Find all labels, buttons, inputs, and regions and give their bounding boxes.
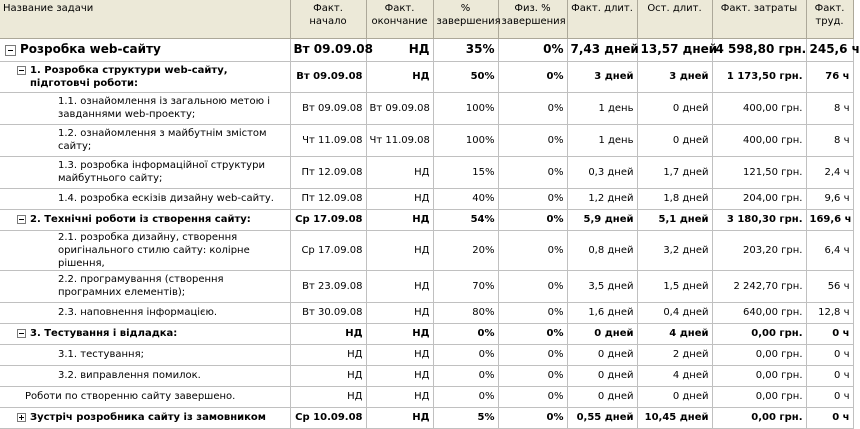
- physical-percent-cell[interactable]: 0%: [498, 38, 567, 61]
- actual-cost-cell[interactable]: 0,00 грн.: [712, 344, 806, 365]
- actual-start-cell[interactable]: Вт 09.09.08: [290, 92, 366, 124]
- table-row[interactable]: [0, 124, 853, 156]
- col-header-actual-cost[interactable]: Факт. затраты: [712, 0, 806, 38]
- percent-complete-cell[interactable]: 0%: [433, 365, 498, 386]
- actual-duration-cell[interactable]: 1 день: [567, 92, 637, 124]
- percent-complete-cell[interactable]: 5%: [433, 407, 498, 428]
- remaining-duration-cell[interactable]: 1,8 дней: [637, 188, 712, 209]
- actual-cost-cell[interactable]: 3 180,30 грн.: [712, 209, 806, 230]
- task-name: 2.3. наповнення інформацією.: [58, 307, 218, 318]
- physical-percent-cell[interactable]: 0%: [498, 124, 567, 156]
- actual-start-cell[interactable]: НД: [290, 323, 366, 344]
- percent-complete-cell[interactable]: 100%: [433, 92, 498, 124]
- actual-finish-cell[interactable]: НД: [366, 365, 433, 386]
- actual-finish-cell[interactable]: НД: [366, 61, 433, 92]
- remaining-duration-cell[interactable]: 0 дней: [637, 92, 712, 124]
- physical-percent-cell[interactable]: 0%: [498, 92, 567, 124]
- table-row-summary[interactable]: [0, 61, 853, 92]
- table-row-summary-project[interactable]: [0, 38, 853, 61]
- actual-work-cell[interactable]: 76 ч: [806, 61, 853, 92]
- actual-finish-cell[interactable]: НД: [366, 156, 433, 188]
- remaining-duration-cell[interactable]: 4 дней: [637, 323, 712, 344]
- table-row[interactable]: [0, 230, 853, 270]
- task-name: 1.1. ознайомлення із загальною метою і завданнями web-проекту;: [58, 96, 270, 120]
- actual-start-cell[interactable]: Пт 12.09.08: [290, 156, 366, 188]
- task-name: 3.1. тестування;: [58, 349, 144, 360]
- actual-duration-cell[interactable]: 0 дней: [567, 386, 637, 407]
- task-name-cell[interactable]: [0, 270, 290, 302]
- actual-work-cell[interactable]: 6,4 ч: [806, 230, 853, 270]
- table-row[interactable]: [0, 386, 853, 407]
- actual-duration-cell[interactable]: 5,9 дней: [567, 209, 637, 230]
- physical-percent-cell[interactable]: 0%: [498, 365, 567, 386]
- collapse-icon[interactable]: [17, 215, 26, 224]
- actual-cost-cell[interactable]: 1 173,50 грн.: [712, 61, 806, 92]
- percent-complete-cell[interactable]: 20%: [433, 230, 498, 270]
- task-name: 1.3. розробка інформаційної структури майбутнього сайту;: [58, 160, 265, 184]
- table-row[interactable]: [0, 156, 853, 188]
- table-row[interactable]: [0, 302, 853, 323]
- percent-complete-cell[interactable]: 80%: [433, 302, 498, 323]
- actual-duration-cell[interactable]: 1 день: [567, 124, 637, 156]
- actual-start-cell[interactable]: Чт 11.09.08: [290, 124, 366, 156]
- actual-duration-cell[interactable]: 3,5 дней: [567, 270, 637, 302]
- percent-complete-cell[interactable]: 0%: [433, 323, 498, 344]
- actual-work-cell[interactable]: 8 ч: [806, 124, 853, 156]
- task-name: 3.2. виправлення помилок.: [58, 370, 201, 381]
- table-row-summary[interactable]: [0, 323, 853, 344]
- actual-cost-cell[interactable]: 400,00 грн.: [712, 124, 806, 156]
- actual-cost-cell[interactable]: 400,00 грн.: [712, 92, 806, 124]
- task-name-cell[interactable]: [0, 188, 290, 209]
- percent-complete-cell[interactable]: 50%: [433, 61, 498, 92]
- physical-percent-cell[interactable]: 0%: [498, 230, 567, 270]
- collapse-icon[interactable]: [17, 329, 26, 338]
- col-header-physical-percent[interactable]: Физ. % завершения: [498, 0, 567, 38]
- actual-work-cell[interactable]: 0 ч: [806, 407, 853, 428]
- actual-duration-cell[interactable]: 0 дней: [567, 365, 637, 386]
- actual-duration-cell[interactable]: 0 дней: [567, 323, 637, 344]
- task-name: 1.2. ознайомлення з майбутнім змістом сайту;: [58, 128, 267, 152]
- actual-start-cell[interactable]: Вт 23.09.08: [290, 270, 366, 302]
- percent-complete-cell[interactable]: 35%: [433, 38, 498, 61]
- percent-complete-cell[interactable]: 0%: [433, 344, 498, 365]
- task-name-cell[interactable]: [0, 344, 290, 365]
- task-name-cell[interactable]: [0, 230, 290, 270]
- actual-start-cell[interactable]: НД: [290, 386, 366, 407]
- actual-finish-cell[interactable]: НД: [366, 344, 433, 365]
- task-name-cell[interactable]: [0, 92, 290, 124]
- actual-finish-cell[interactable]: НД: [366, 230, 433, 270]
- col-header-actual-work[interactable]: Факт. труд.: [806, 0, 853, 38]
- actual-finish-cell[interactable]: Чт 11.09.08: [366, 124, 433, 156]
- percent-complete-cell[interactable]: 54%: [433, 209, 498, 230]
- actual-work-cell[interactable]: 0 ч: [806, 344, 853, 365]
- percent-complete-cell[interactable]: 70%: [433, 270, 498, 302]
- remaining-duration-cell[interactable]: 0,4 дней: [637, 302, 712, 323]
- physical-percent-cell[interactable]: 0%: [498, 61, 567, 92]
- task-name: 2. Технічні роботи із створення сайту:: [30, 214, 251, 225]
- actual-work-cell[interactable]: 0 ч: [806, 323, 853, 344]
- actual-cost-cell[interactable]: 4 598,80 грн.: [712, 38, 806, 61]
- task-name-cell[interactable]: [0, 302, 290, 323]
- actual-start-cell[interactable]: НД: [290, 344, 366, 365]
- grid-header: [0, 0, 853, 38]
- actual-work-cell[interactable]: 0 ч: [806, 386, 853, 407]
- actual-work-cell[interactable]: 2,4 ч: [806, 156, 853, 188]
- task-name: 1. Розробка структури web-сайту, підготовчі роботи:: [30, 64, 228, 89]
- physical-percent-cell[interactable]: 0%: [498, 407, 567, 428]
- physical-percent-cell[interactable]: 0%: [498, 302, 567, 323]
- task-name: Роботи по створенню сайту завершено.: [25, 391, 236, 402]
- percent-complete-cell[interactable]: 0%: [433, 386, 498, 407]
- actual-work-cell[interactable]: 169,6 ч: [806, 209, 853, 230]
- actual-finish-cell[interactable]: НД: [366, 386, 433, 407]
- actual-finish-cell[interactable]: НД: [366, 188, 433, 209]
- physical-percent-cell[interactable]: 0%: [498, 156, 567, 188]
- remaining-duration-cell[interactable]: 1,7 дней: [637, 156, 712, 188]
- actual-duration-cell[interactable]: 3 дней: [567, 61, 637, 92]
- task-name: 2.2. програмування (створення програмних елементів);: [58, 274, 224, 298]
- percent-complete-cell[interactable]: 15%: [433, 156, 498, 188]
- collapse-icon[interactable]: [17, 66, 26, 75]
- col-header-remaining-duration[interactable]: Ост. длит.: [637, 0, 712, 38]
- remaining-duration-cell[interactable]: 3,2 дней: [637, 230, 712, 270]
- remaining-duration-cell[interactable]: 10,45 дней: [637, 407, 712, 428]
- actual-cost-cell[interactable]: 204,00 грн.: [712, 188, 806, 209]
- actual-finish-cell[interactable]: НД: [366, 302, 433, 323]
- remaining-duration-cell[interactable]: 13,57 дней: [637, 38, 712, 61]
- col-header-actual-duration[interactable]: Факт. длит.: [567, 0, 637, 38]
- collapse-icon[interactable]: [5, 45, 16, 56]
- actual-start-cell[interactable]: Вт 30.09.08: [290, 302, 366, 323]
- actual-finish-cell[interactable]: НД: [366, 38, 433, 61]
- task-name-cell[interactable]: [0, 386, 290, 407]
- task-name: Зустріч розробника сайту із замовником: [30, 412, 266, 423]
- actual-cost-cell[interactable]: 0,00 грн.: [712, 365, 806, 386]
- task-name: Розробка web-сайту: [20, 42, 161, 56]
- task-name-cell[interactable]: [0, 61, 290, 92]
- actual-start-cell[interactable]: Ср 10.09.08: [290, 407, 366, 428]
- actual-cost-cell[interactable]: 640,00 грн.: [712, 302, 806, 323]
- task-name-cell[interactable]: [0, 156, 290, 188]
- physical-percent-cell[interactable]: 0%: [498, 188, 567, 209]
- actual-finish-cell[interactable]: НД: [366, 270, 433, 302]
- remaining-duration-cell[interactable]: 1,5 дней: [637, 270, 712, 302]
- actual-duration-cell[interactable]: 0,3 дней: [567, 156, 637, 188]
- actual-cost-cell[interactable]: 203,20 грн.: [712, 230, 806, 270]
- table-row[interactable]: [0, 92, 853, 124]
- actual-duration-cell[interactable]: 1,6 дней: [567, 302, 637, 323]
- task-name-cell[interactable]: [0, 365, 290, 386]
- remaining-duration-cell[interactable]: 5,1 дней: [637, 209, 712, 230]
- table-row[interactable]: [0, 270, 853, 302]
- task-name-cell[interactable]: [0, 124, 290, 156]
- actual-duration-cell[interactable]: 0,55 дней: [567, 407, 637, 428]
- remaining-duration-cell[interactable]: 4 дней: [637, 365, 712, 386]
- task-name-cell[interactable]: [0, 323, 290, 344]
- percent-complete-cell[interactable]: 100%: [433, 124, 498, 156]
- task-name-cell[interactable]: [0, 38, 290, 61]
- actual-cost-cell[interactable]: 0,00 грн.: [712, 386, 806, 407]
- physical-percent-cell[interactable]: 0%: [498, 209, 567, 230]
- actual-cost-cell[interactable]: 0,00 грн.: [712, 323, 806, 344]
- actual-work-cell[interactable]: 12,8 ч: [806, 302, 853, 323]
- expand-icon[interactable]: [17, 413, 26, 422]
- actual-start-cell[interactable]: Вт 09.09.08: [290, 61, 366, 92]
- table-row[interactable]: [0, 344, 853, 365]
- physical-percent-cell[interactable]: 0%: [498, 386, 567, 407]
- physical-percent-cell[interactable]: 0%: [498, 323, 567, 344]
- actual-start-cell[interactable]: Ср 17.09.08: [290, 209, 366, 230]
- actual-start-cell[interactable]: НД: [290, 365, 366, 386]
- table-row-summary[interactable]: [0, 407, 853, 428]
- physical-percent-cell[interactable]: 0%: [498, 270, 567, 302]
- actual-cost-cell[interactable]: 0,00 грн.: [712, 407, 806, 428]
- task-name: 2.1. розробка дизайну, створення оригінального стилю сайту: колірне рішення,: [58, 231, 250, 269]
- remaining-duration-cell[interactable]: 2 дней: [637, 344, 712, 365]
- task-name-cell[interactable]: [0, 407, 290, 428]
- actual-cost-cell[interactable]: 2 242,70 грн.: [712, 270, 806, 302]
- actual-work-cell[interactable]: 8 ч: [806, 92, 853, 124]
- table-row-summary[interactable]: [0, 209, 853, 230]
- actual-work-cell[interactable]: 0 ч: [806, 365, 853, 386]
- actual-duration-cell[interactable]: 0 дней: [567, 344, 637, 365]
- task-name: 1.4. розробка ескізів дизайну web-сайту.: [58, 193, 274, 204]
- actual-finish-cell[interactable]: НД: [366, 209, 433, 230]
- actual-work-cell[interactable]: 245,6 ч: [806, 38, 853, 61]
- actual-start-cell[interactable]: Вт 09.09.08: [290, 38, 366, 61]
- actual-start-cell[interactable]: Пт 12.09.08: [290, 188, 366, 209]
- actual-work-cell[interactable]: 56 ч: [806, 270, 853, 302]
- col-header-percent-complete[interactable]: % завершения: [433, 0, 498, 38]
- physical-percent-cell[interactable]: 0%: [498, 344, 567, 365]
- remaining-duration-cell[interactable]: 3 дней: [637, 61, 712, 92]
- col-header-actual-finish[interactable]: Факт. окончание: [366, 0, 433, 38]
- actual-finish-cell[interactable]: НД: [366, 407, 433, 428]
- table-row[interactable]: [0, 365, 853, 386]
- col-header-task-name[interactable]: Название задачи: [0, 0, 290, 38]
- remaining-duration-cell[interactable]: 0 дней: [637, 386, 712, 407]
- col-header-actual-start[interactable]: Факт. начало: [290, 0, 366, 38]
- actual-duration-cell[interactable]: 0,8 дней: [567, 230, 637, 270]
- percent-complete-cell[interactable]: 40%: [433, 188, 498, 209]
- actual-start-cell[interactable]: Ср 17.09.08: [290, 230, 366, 270]
- remaining-duration-cell[interactable]: 0 дней: [637, 124, 712, 156]
- actual-finish-cell[interactable]: Вт 09.09.08: [366, 92, 433, 124]
- actual-work-cell[interactable]: 9,6 ч: [806, 188, 853, 209]
- actual-finish-cell[interactable]: НД: [366, 323, 433, 344]
- table-row[interactable]: [0, 188, 853, 209]
- task-name-cell[interactable]: [0, 209, 290, 230]
- actual-duration-cell[interactable]: 1,2 дней: [567, 188, 637, 209]
- task-name: 3. Тестування і відладка:: [30, 328, 178, 339]
- actual-cost-cell[interactable]: 121,50 грн.: [712, 156, 806, 188]
- actual-duration-cell[interactable]: 7,43 дней: [567, 38, 637, 61]
